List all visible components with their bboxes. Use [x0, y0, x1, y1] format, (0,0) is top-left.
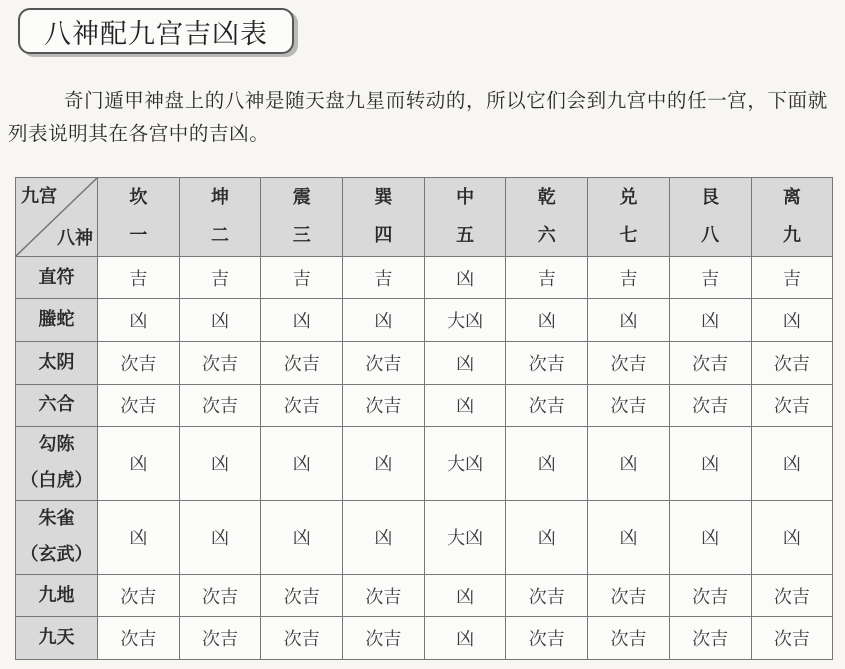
page-title: 八神配九宫吉凶表	[44, 18, 268, 50]
column-header	[588, 178, 670, 257]
fortune-cell: 凶	[179, 299, 261, 342]
table-row	[16, 256, 833, 299]
table-corner-cell	[16, 178, 98, 257]
fortune-cell: 次吉	[343, 574, 425, 617]
table-row	[16, 384, 833, 427]
fortune-cell: 次吉	[588, 617, 670, 660]
palace-number: 二	[211, 224, 230, 246]
corner-label-palace: 九宫	[21, 186, 57, 207]
fortune-cell: 次吉	[261, 384, 343, 427]
fortune-cell: 凶	[669, 427, 751, 501]
fortune-cell: 次吉	[751, 384, 833, 427]
fortune-cell: 凶	[506, 299, 588, 342]
row-header	[16, 256, 98, 299]
column-header	[424, 178, 506, 257]
eight-gods-table	[15, 177, 833, 660]
palace-number: 三	[292, 224, 311, 246]
title-box	[18, 8, 294, 54]
row-header	[16, 342, 98, 385]
god-name: （白虎）	[20, 470, 93, 492]
table-row	[16, 617, 833, 660]
fortune-cell: 次吉	[669, 617, 751, 660]
fortune-cell: 次吉	[179, 574, 261, 617]
palace-number: 一	[129, 224, 148, 246]
fortune-cell: 吉	[751, 256, 833, 299]
palace-number: 六	[537, 224, 556, 246]
fortune-cell: 凶	[588, 500, 670, 574]
corner-label-god: 八神	[57, 227, 93, 249]
fortune-cell: 凶	[261, 427, 343, 501]
fortune-cell: 凶	[179, 500, 261, 574]
fortune-cell: 吉	[98, 256, 180, 299]
fortune-cell: 凶	[424, 617, 506, 660]
table-row	[16, 299, 833, 342]
fortune-cell: 次吉	[179, 342, 261, 385]
palace-name: 中	[456, 186, 475, 208]
god-name: 六合	[38, 394, 75, 416]
fortune-cell: 次吉	[588, 342, 670, 385]
fortune-cell: 次吉	[751, 342, 833, 385]
fortune-cell: 次吉	[751, 574, 833, 617]
column-header	[179, 178, 261, 257]
fortune-cell: 凶	[588, 299, 670, 342]
palace-name: 艮	[701, 186, 720, 208]
fortune-cell: 次吉	[669, 574, 751, 617]
fortune-cell: 凶	[588, 427, 670, 501]
palace-number: 五	[456, 224, 475, 246]
row-header	[16, 299, 98, 342]
table-row	[16, 500, 833, 574]
fortune-cell: 次吉	[343, 342, 425, 385]
god-name: 九天	[38, 627, 75, 649]
fortune-cell: 凶	[424, 384, 506, 427]
palace-name: 震	[292, 186, 311, 208]
fortune-cell: 次吉	[506, 617, 588, 660]
fortune-cell: 吉	[588, 256, 670, 299]
fortune-cell: 凶	[751, 299, 833, 342]
fortune-cell: 凶	[98, 299, 180, 342]
fortune-cell: 凶	[751, 500, 833, 574]
column-header	[751, 178, 833, 257]
fortune-cell: 次吉	[506, 342, 588, 385]
column-header	[261, 178, 343, 257]
fortune-cell: 大凶	[424, 500, 506, 574]
palace-number: 八	[701, 224, 720, 246]
row-header	[16, 384, 98, 427]
fortune-cell: 凶	[179, 427, 261, 501]
palace-name: 乾	[537, 186, 556, 208]
column-header	[343, 178, 425, 257]
row-header	[16, 500, 98, 574]
palace-name: 巽	[374, 186, 393, 208]
fortune-cell: 次吉	[751, 617, 833, 660]
fortune-cell: 次吉	[179, 384, 261, 427]
table-row	[16, 574, 833, 617]
palace-number: 四	[374, 224, 393, 246]
fortune-cell: 吉	[179, 256, 261, 299]
fortune-cell: 吉	[506, 256, 588, 299]
fortune-cell: 次吉	[98, 342, 180, 385]
row-header	[16, 574, 98, 617]
palace-name: 兑	[619, 186, 638, 208]
palace-name: 离	[782, 186, 801, 208]
fortune-cell: 大凶	[424, 427, 506, 501]
fortune-cell: 凶	[98, 427, 180, 501]
fortune-cell: 次吉	[588, 384, 670, 427]
fortune-cell: 次吉	[261, 617, 343, 660]
god-name: 直符	[38, 266, 75, 288]
god-name: 螣蛇	[38, 309, 75, 331]
fortune-cell: 凶	[98, 500, 180, 574]
fortune-cell: 次吉	[506, 384, 588, 427]
fortune-cell: 凶	[751, 427, 833, 501]
god-name: 朱雀	[38, 508, 75, 530]
fortune-cell: 次吉	[669, 384, 751, 427]
god-name: （玄武）	[20, 544, 93, 566]
fortune-cell: 次吉	[669, 342, 751, 385]
fortune-cell: 吉	[261, 256, 343, 299]
god-name: 太阴	[38, 351, 75, 373]
palace-name: 坤	[211, 186, 230, 208]
fortune-cell: 次吉	[98, 574, 180, 617]
fortune-cell: 次吉	[98, 384, 180, 427]
fortune-cell: 次吉	[343, 617, 425, 660]
fortune-cell: 凶	[669, 500, 751, 574]
fortune-cell: 凶	[343, 427, 425, 501]
fortune-cell: 凶	[343, 500, 425, 574]
fortune-cell: 吉	[669, 256, 751, 299]
fortune-cell: 凶	[343, 299, 425, 342]
fortune-cell: 凶	[669, 299, 751, 342]
table-header-row	[16, 178, 833, 257]
fortune-cell: 凶	[424, 574, 506, 617]
table-row	[16, 342, 833, 385]
fortune-cell: 凶	[424, 256, 506, 299]
god-name: 勾陈	[38, 434, 75, 456]
fortune-cell: 次吉	[261, 342, 343, 385]
fortune-cell: 次吉	[506, 574, 588, 617]
fortune-cell: 吉	[343, 256, 425, 299]
table-row	[16, 427, 833, 501]
row-header	[16, 617, 98, 660]
intro-paragraph: 奇门遁甲神盘上的八神是随天盘九星而转动的，所以它们会到九宫中的任一宫，下面就列表说明其在各宫中的吉凶。	[8, 89, 828, 145]
column-header	[98, 178, 180, 257]
fortune-cell: 凶	[506, 500, 588, 574]
fortune-cell: 次吉	[98, 617, 180, 660]
god-name: 九地	[38, 584, 75, 606]
column-header	[506, 178, 588, 257]
fortune-cell: 凶	[424, 342, 506, 385]
fortune-cell: 大凶	[424, 299, 506, 342]
fortune-cell: 凶	[261, 500, 343, 574]
row-header	[16, 427, 98, 501]
column-header	[669, 178, 751, 257]
palace-name: 坎	[129, 186, 148, 208]
fortune-cell: 次吉	[261, 574, 343, 617]
fortune-cell: 次吉	[179, 617, 261, 660]
fortune-cell: 次吉	[343, 384, 425, 427]
fortune-cell: 次吉	[588, 574, 670, 617]
fortune-cell: 凶	[261, 299, 343, 342]
palace-number: 九	[782, 224, 801, 246]
fortune-cell: 凶	[506, 427, 588, 501]
palace-number: 七	[619, 224, 638, 246]
